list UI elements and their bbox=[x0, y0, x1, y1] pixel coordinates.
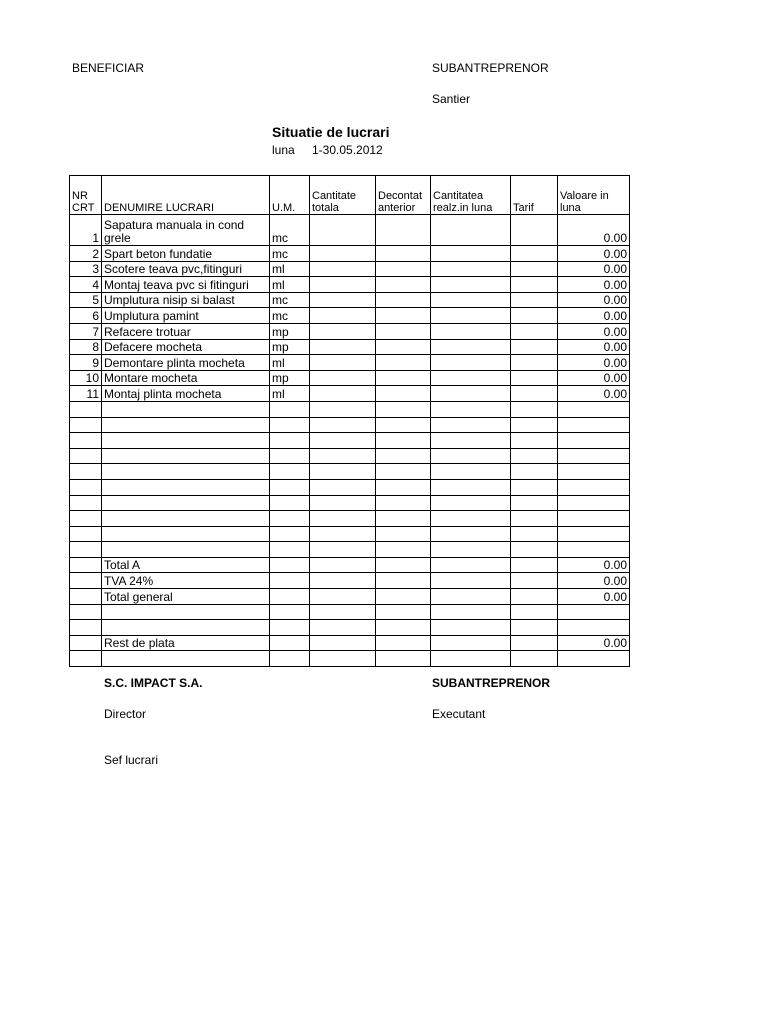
rest-de-plata-label: Rest de plata bbox=[102, 635, 270, 651]
col-valoare: Valoare in luna bbox=[558, 176, 630, 215]
empty-row bbox=[70, 542, 630, 558]
empty-row bbox=[70, 511, 630, 527]
subantreprenor-label: SUBANTREPRENOR bbox=[432, 61, 549, 75]
empty-row bbox=[70, 620, 630, 636]
luna-value: 1-30.05.2012 bbox=[312, 143, 383, 157]
table-row: 8 Defacere mocheta mp 0.00 bbox=[70, 339, 630, 355]
col-decontat: Decontat anterior bbox=[376, 176, 431, 215]
rest-de-plata-value: 0.00 bbox=[558, 635, 630, 651]
tva-row bbox=[70, 573, 630, 589]
total-general-label: Total general bbox=[102, 589, 270, 605]
table-row: 7 Refacere trotuar mp 0.00 bbox=[70, 323, 630, 339]
empty-row bbox=[70, 417, 630, 433]
empty-row bbox=[70, 651, 630, 667]
total-general-row bbox=[70, 589, 630, 605]
table-row: 9 Demontare plinta mocheta ml 0.00 bbox=[70, 355, 630, 371]
table-row: 11 Montaj plinta mocheta ml 0.00 bbox=[70, 386, 630, 402]
empty-row bbox=[70, 433, 630, 449]
empty-row bbox=[70, 495, 630, 511]
beneficiar-label: BENEFICIAR bbox=[72, 61, 145, 75]
total-a-row bbox=[70, 557, 630, 573]
table-row: 5 Umplutura nisip si balast mc 0.00 bbox=[70, 292, 630, 308]
empty-row bbox=[70, 479, 630, 495]
col-nr: NR CRT bbox=[70, 176, 102, 215]
director-label: Director bbox=[104, 707, 147, 721]
table-header-row bbox=[70, 176, 630, 215]
empty-row bbox=[70, 448, 630, 464]
total-a-value: 0.00 bbox=[558, 557, 630, 573]
col-um: U.M. bbox=[270, 176, 310, 215]
total-general-value: 0.00 bbox=[558, 589, 630, 605]
col-cantitatea: Cantitatea realz.in luna bbox=[431, 176, 511, 215]
luna-label: luna bbox=[272, 143, 295, 157]
footer-subantreprenor: SUBANTREPRENOR bbox=[432, 676, 551, 690]
tva-value: 0.00 bbox=[558, 573, 630, 589]
empty-row bbox=[70, 604, 630, 620]
sef-lucrari-label: Sef lucrari bbox=[104, 753, 159, 767]
empty-row bbox=[70, 526, 630, 542]
works-table bbox=[69, 175, 630, 667]
empty-row bbox=[70, 401, 630, 417]
total-a-label: Total A bbox=[102, 557, 270, 573]
table-row: 10 Montare mocheta mp 0.00 bbox=[70, 370, 630, 386]
table-row: 6 Umplutura pamint mc 0.00 bbox=[70, 308, 630, 324]
table-row: 2 Spart beton fundatie mc 0.00 bbox=[70, 246, 630, 262]
col-tarif: Tarif bbox=[511, 176, 558, 215]
document-title: Situatie de lucrari bbox=[272, 124, 390, 140]
table-row: 3 Scotere teava pvc,fitinguri ml 0.00 bbox=[70, 261, 630, 277]
santier-label: Santier bbox=[432, 92, 471, 106]
table-row: 4 Montaj teava pvc si fitinguri ml 0.00 bbox=[70, 277, 630, 293]
company-name: S.C. IMPACT S.A. bbox=[104, 676, 203, 690]
tva-label: TVA 24% bbox=[102, 573, 270, 589]
col-cantitate: Cantitate totala bbox=[310, 176, 376, 215]
executant-label: Executant bbox=[432, 707, 486, 721]
rest-de-plata-row bbox=[70, 635, 630, 651]
empty-row bbox=[70, 464, 630, 480]
col-denumire: DENUMIRE LUCRARI bbox=[102, 176, 270, 215]
table-row: 1 Sapatura manuala in cond grele mc 0.00 bbox=[70, 215, 630, 246]
